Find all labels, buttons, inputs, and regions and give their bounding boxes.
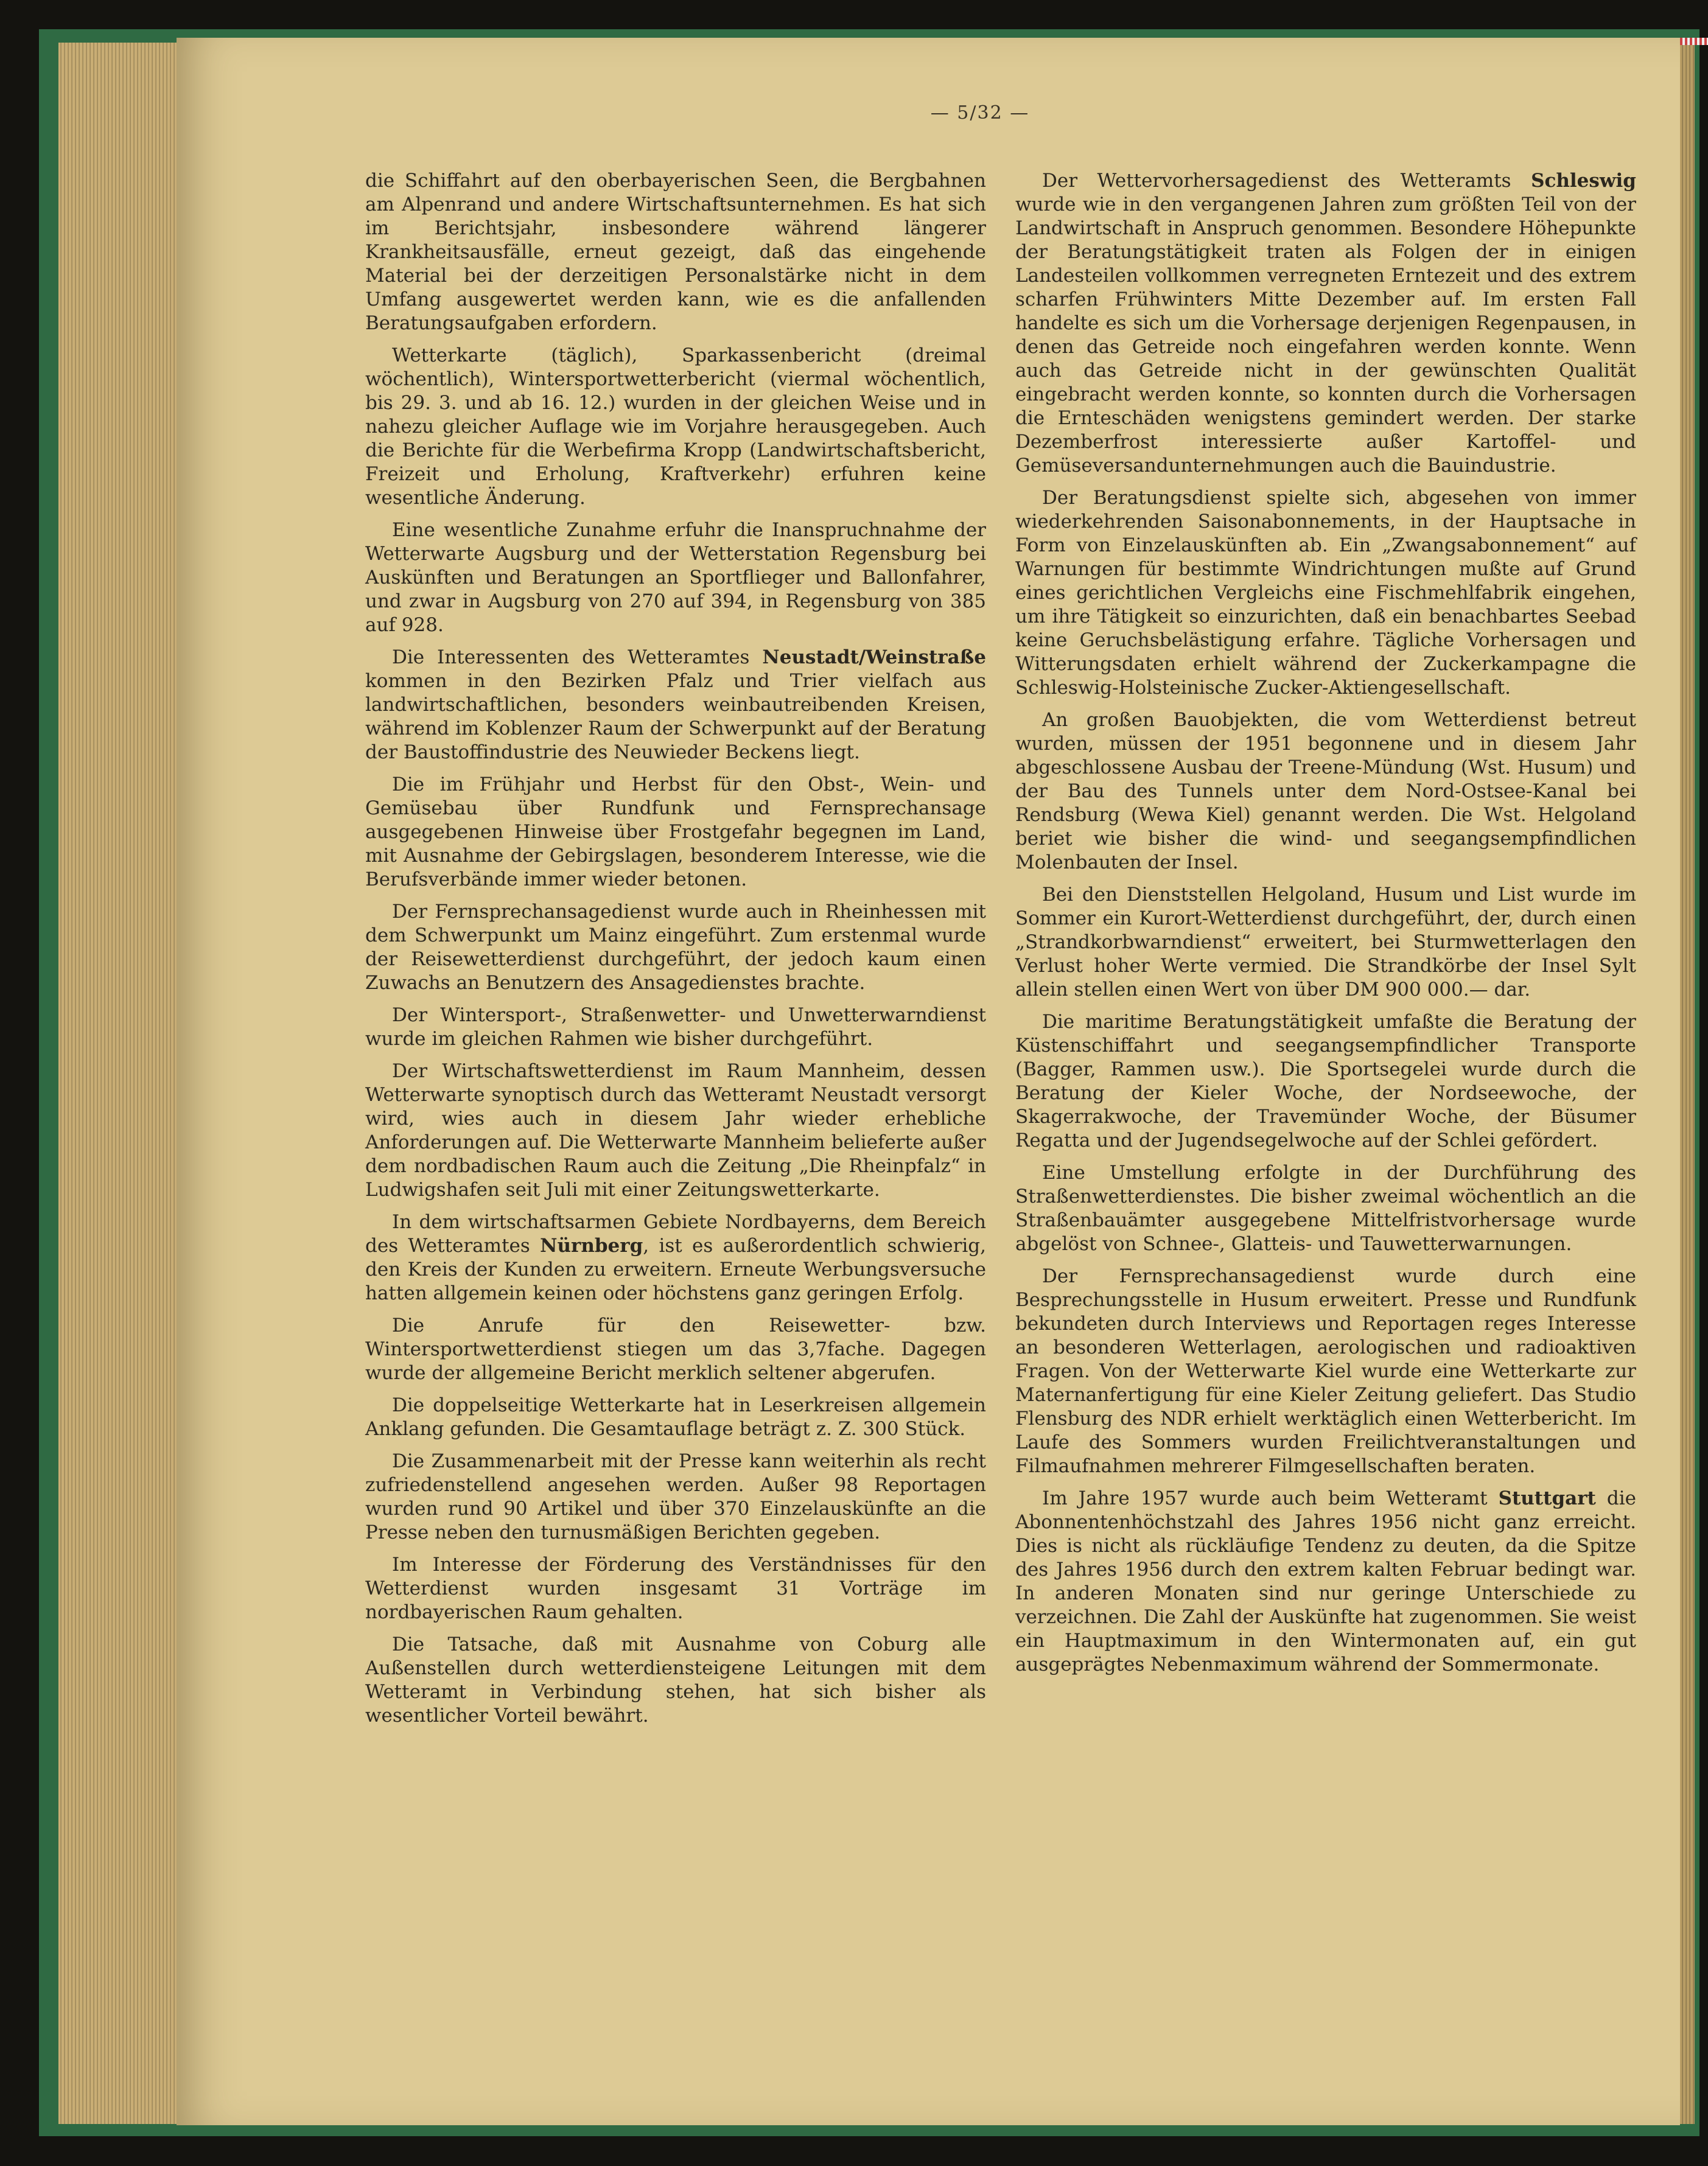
paragraph: Im Jahre 1957 wurde auch beim Wetteramt Stuttgart die Abonnentenhöchstzahl des Jahres 1956 nicht ganz erreicht. Dies is nicht als rückläufige Tendenz zu deuten, da die Spitze des Jahres 1956 durch den extrem kalten Februar bedingt war. In anderen Monaten sind nur geringe Unterschiede zu verzeichnen. Die Zahl der Auskünfte hat zugenommen. Sie weist ein Hauptmaximum in den Wintermonaten auf, ein gut ausgeprägtes Nebenmaximum während der Sommermonate. <box>1015 1487 1636 1675</box>
paragraph: die Schiffahrt auf den oberbayerischen Seen, die Bergbahnen am Alpenrand und andere Wirtschaftsunternehmen. Es hat sich im Berichtsjahr, insbesondere während längerer Krankheitsausfälle, erneut gezeigt, daß das eingehende Material bei der derzeitigen Personalstärke nicht in dem Umfang ausgewertet werden kann, wie es die anfallenden Beratungsaufgaben erfordern. <box>365 170 986 334</box>
paragraph: An großen Bauobjekten, die vom Wetterdienst betreut wurden, müssen der 1951 begonnene und in diesem Jahr abgeschlossene Ausbau der Treene-Mündung (Wst. Husum) und der Bau des Tunnels unter dem Nord-Ostsee-Kanal bei Rendsburg (Wewa Kiel) genannt werden. Die Wst. Helgoland beriet wie bisher die wind- und seegangsempfindlichen Molenbauten der Insel. <box>1015 709 1636 873</box>
paragraph: Eine Umstellung erfolgte in der Durchführung des Straßenwetterdienstes. Die bisher zweimal wöchentlich an die Straßenbauämter ausgegebene Mittelfristvorhersage wurde abgelöst von Schnee-, Glatteis- und Tauwetterwarnungen. <box>1015 1162 1636 1255</box>
office-name: Nürnberg <box>540 1235 643 1257</box>
left-column <box>365 169 986 1736</box>
paragraph: Der Fernsprechansagedienst wurde auch in Rheinhessen mit dem Schwerpunkt um Mainz eingeführt. Zum erstenmal wurde der Reisewetterdienst durchgeführt, der jedoch kaum einen Zuwachs an Benutzern des Ansagedienstes brachte. <box>365 901 986 994</box>
paragraph: Die Tatsache, daß mit Ausnahme von Coburg alle Außenstellen durch wetterdiensteigene Leitungen mit dem Wetteramt in Verbindung stehen, hat sich bisher als wesentlicher Vorteil bewährt. <box>365 1633 986 1727</box>
page-edges-left <box>58 43 180 2124</box>
page-number: — 5/32 — <box>930 102 1030 124</box>
paragraph: Eine wesentliche Zunahme erfuhr die Inanspruchnahme der Wetterwarte Augsburg und der Wetterstation Regensburg bei Auskünften und Beratungen an Sportflieger und Ballonfahrer, und zwar in Augsburg von 270 auf 394, in Regensburg von 385 auf 928. <box>365 519 986 636</box>
paragraph: Bei den Dienststellen Helgoland, Husum und List wurde im Sommer ein Kurort-Wetterdienst durchgeführt, der, durch einen „Strandkorbwarndienst“ erweitert, bei Sturmwetterlagen den Verlust hoher Werte vermied. Die Strandkörbe der Insel Sylt allein stellen einen Wert von über DM 900 000.— dar. <box>1015 884 1636 1001</box>
office-name: Schleswig <box>1531 170 1636 192</box>
right-column <box>1015 169 1636 1685</box>
paragraph: Der Wettervorhersagedienst des Wetteramts Schleswig wurde wie in den vergangenen Jahren zum größten Teil von der Landwirtschaft in Anspruch genommen. Besondere Höhepunkte der Beratungstätigkeit traten als Folgen der in einigen Landesteilen vollkommen verregneten Erntezeit und des extrem scharfen Frühwinters Mitte Dezember auf. Im ersten Fall handelte es sich um die Vorhersage derjenigen Regenpausen, in denen das Getreide noch eingefahren werden konnte. Wenn auch das Getreide nicht in der gewünschten Qualität eingebracht werden konnte, so konnten durch die Vorhersagen die Ernteschäden wenigstens gemindert werden. Der starke Dezemberfrost interessierte außer Kartoffel- und Gemüseversandunternehmungen auch die Bauindustrie. <box>1015 170 1636 477</box>
paragraph: Die im Frühjahr und Herbst für den Obst-, Wein- und Gemüsebau über Rundfunk und Fernsprechansage ausgegebenen Hinweise über Frostgefahr begegnen im Land, mit Ausnahme der Gebirgslagen, besonderem Interesse, wie die Berufsverbände immer wieder betonen. <box>365 774 986 890</box>
paragraph: Der Fernsprechansagedienst wurde durch eine Besprechungsstelle in Husum erweitert. Presse und Rundfunk bekundeten durch Interviews und Reportagen reges Interesse an besonderen Wetterlagen, aerologischen und radioaktiven Fragen. Von der Wetterwarte Kiel wurde eine Wetterkarte zur Maternanfertigung für eine Kieler Zeitung geliefert. Das Studio Flensburg des NDR erhielt werktäglich einen Wetterbericht. Im Laufe des Sommers wurden Freilichtveranstaltungen und Filmaufnahmen mehrerer Filmgesellschaften beraten. <box>1015 1265 1636 1477</box>
paragraph: Die maritime Beratungstätigkeit umfaßte die Beratung der Küstenschiffahrt und seegangsempfindlicher Transporte (Bagger, Rammen usw.). Die Sportsegelei wurde durch die Beratung der Kieler Woche, der Nordseewoche, der Skagerrakwoche, der Travemünder Woche, der Büsumer Regatta und der Jugendsegelwoche auf der Schlei gefördert. <box>1015 1011 1636 1151</box>
paragraph: Der Wintersport-, Straßenwetter- und Unwetterwarndienst wurde im gleichen Rahmen wie bisher durchgeführt. <box>365 1004 986 1050</box>
bookmark-ribbon <box>1680 38 1708 45</box>
paragraph: Die Interessenten des Wetteramtes Neustadt/Weinstraße kommen in den Bezirken Pfalz und Trier vielfach aus landwirtschaftlichen, besonders weinbautreibenden Kreisen, während im Koblenzer Raum der Schwerpunkt auf der Beratung der Baustoffindustrie des Neuwieder Beckens liegt. <box>365 646 986 763</box>
paragraph: Der Beratungsdienst spielte sich, abgesehen von immer wiederkehrenden Saisonabonnements, in der Hauptsache in Form von Einzelauskünften ab. Ein „Zwangsabonnement“ auf Warnungen für bestimmte Windrichtungen mußte auf Grund eines gerichtlichen Vergleichs eine Fischmehlfabrik eingehen, um ihre Tätigkeit so einzurichten, daß ein benachbartes Seebad keine Geruchsbelästigung erfahre. Tägliche Vorhersagen und Witterungsdaten erhielt während der Zuckerkampagne die Schleswig-Holsteinische Zucker-Aktiengesellschaft. <box>1015 487 1636 699</box>
paragraph: Der Wirtschaftswetterdienst im Raum Mannheim, dessen Wetterwarte synoptisch durch das Wetteramt Neustadt versorgt wird, wies auch in diesem Jahr wieder erhebliche Anforderungen auf. Die Wetterwarte Mannheim belieferte außer dem nordbadischen Raum auch die Zeitung „Die Rheinpfalz“ in Ludwigshafen seit Juli mit einer Zeitungswetterkarte. <box>365 1060 986 1201</box>
paragraph: Die doppelseitige Wetterkarte hat in Leserkreisen allgemein Anklang gefunden. Die Gesamtauflage beträgt z. Z. 300 Stück. <box>365 1394 986 1440</box>
paragraph: Im Interesse der Förderung des Verständnisses für den Wetterdienst wurden insgesamt 31 Vorträge im nordbayerischen Raum gehalten. <box>365 1554 986 1623</box>
paragraph: Wetterkarte (täglich), Sparkassenbericht (dreimal wöchentlich), Wintersportwetterbericht (viermal wöchentlich, bis 29. 3. und ab 16. 12.) wurden in der gleichen Weise und in nahezu gleicher Auflage wie im Vorjahre herausgegeben. Auch die Berichte für die Werbefirma Kropp (Landwirtschaftsbericht, Freizeit und Erholung, Kraftverkehr) erfuhren keine wesentliche Änderung. <box>365 344 986 509</box>
paragraph: Die Anrufe für den Reisewetter- bzw. Wintersportwetterdienst stiegen um das 3,7fache. Dagegen wurde der allgemeine Bericht merklich seltener abgerufen. <box>365 1315 986 1384</box>
paragraph: Die Zusammenarbeit mit der Presse kann weiterhin als recht zufriedenstellend angesehen werden. Außer 98 Reportagen wurden rund 90 Artikel und über 370 Einzelauskünfte an die Presse neben den turnusmäßigen Berichten gegeben. <box>365 1450 986 1543</box>
office-name: Stuttgart <box>1498 1487 1596 1509</box>
paragraph: In dem wirtschaftsarmen Gebiete Nordbayerns, dem Bereich des Wetteramtes Nürnberg, ist es außerordentlich schwierig, den Kreis der Kunden zu erweitern. Erneute Werbungsversuche hatten allgemein keinen oder höchstens ganz geringen Erfolg. <box>365 1211 986 1304</box>
office-name: Neustadt/Weinstraße <box>762 646 986 668</box>
